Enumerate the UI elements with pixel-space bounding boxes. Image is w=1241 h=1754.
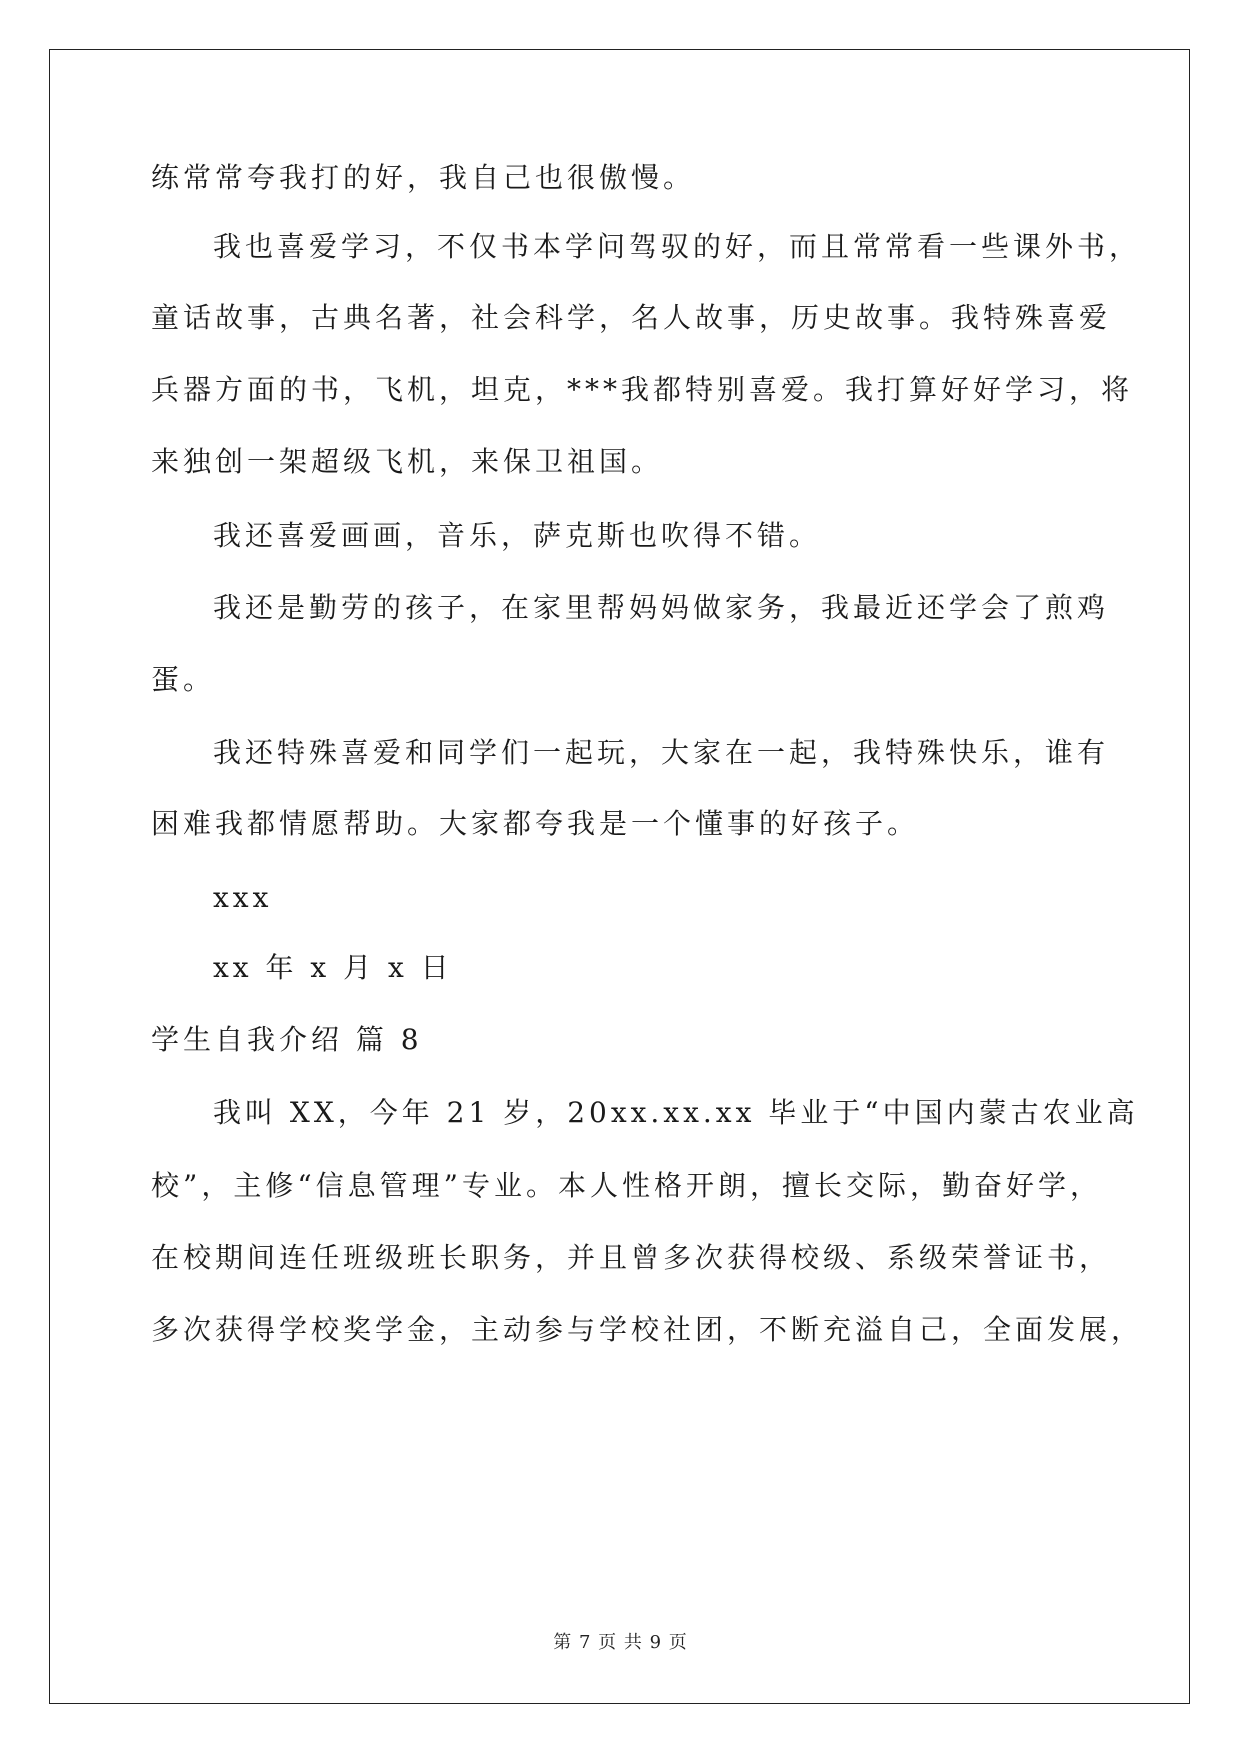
text-line: 我叫 XX，今年 21 岁，20xx.xx.xx 毕业于“中国内蒙古农业高 [213,1096,1139,1129]
signature-date: xx 年 x 月 x 日 [213,951,453,984]
text-line: 困难我都情愿帮助。大家都夸我是一个懂事的好孩子。 [151,807,920,840]
text-line: 蛋。 [151,663,216,696]
text-line: 兵器方面的书，飞机，坦克，***我都特别喜爱。我打算好好学习，将 [151,373,1134,406]
text-line: 练常常夸我打的好，我自己也很傲慢。 [151,161,696,194]
text-line: 在校期间连任班级班长职务，并且曾多次获得校级、系级荣誉证书， [151,1241,1112,1274]
text-line: 我还是勤劳的孩子，在家里帮妈妈做家务，我最近还学会了煎鸡 [213,591,1110,624]
text-line: 我还喜爱画画，音乐，萨克斯也吹得不错。 [213,519,822,552]
text-line: 校”，主修“信息管理”专业。本人性格开朗，擅长交际，勤奋好学， [151,1169,1102,1202]
page-number: 第 7 页 共 9 页 [553,1632,688,1653]
signature-name: xxx [213,881,273,914]
text-line: 我也喜爱学习，不仅书本学问驾驭的好，而且常常看一些课外书， [213,230,1142,263]
text-line: 多次获得学校奖学金，主动参与学校社团，不断充溢自己，全面发展， [151,1313,1144,1346]
text-line: 来独创一架超级飞机，来保卫祖国。 [151,445,664,478]
section-heading: 学生自我介绍 篇 8 [151,1023,423,1056]
text-line: 我还特殊喜爱和同学们一起玩，大家在一起，我特殊快乐，谁有 [213,736,1110,769]
page-border [49,49,1190,1704]
text-line: 童话故事，古典名著，社会科学，名人故事，历史故事。我特殊喜爱 [151,301,1112,334]
